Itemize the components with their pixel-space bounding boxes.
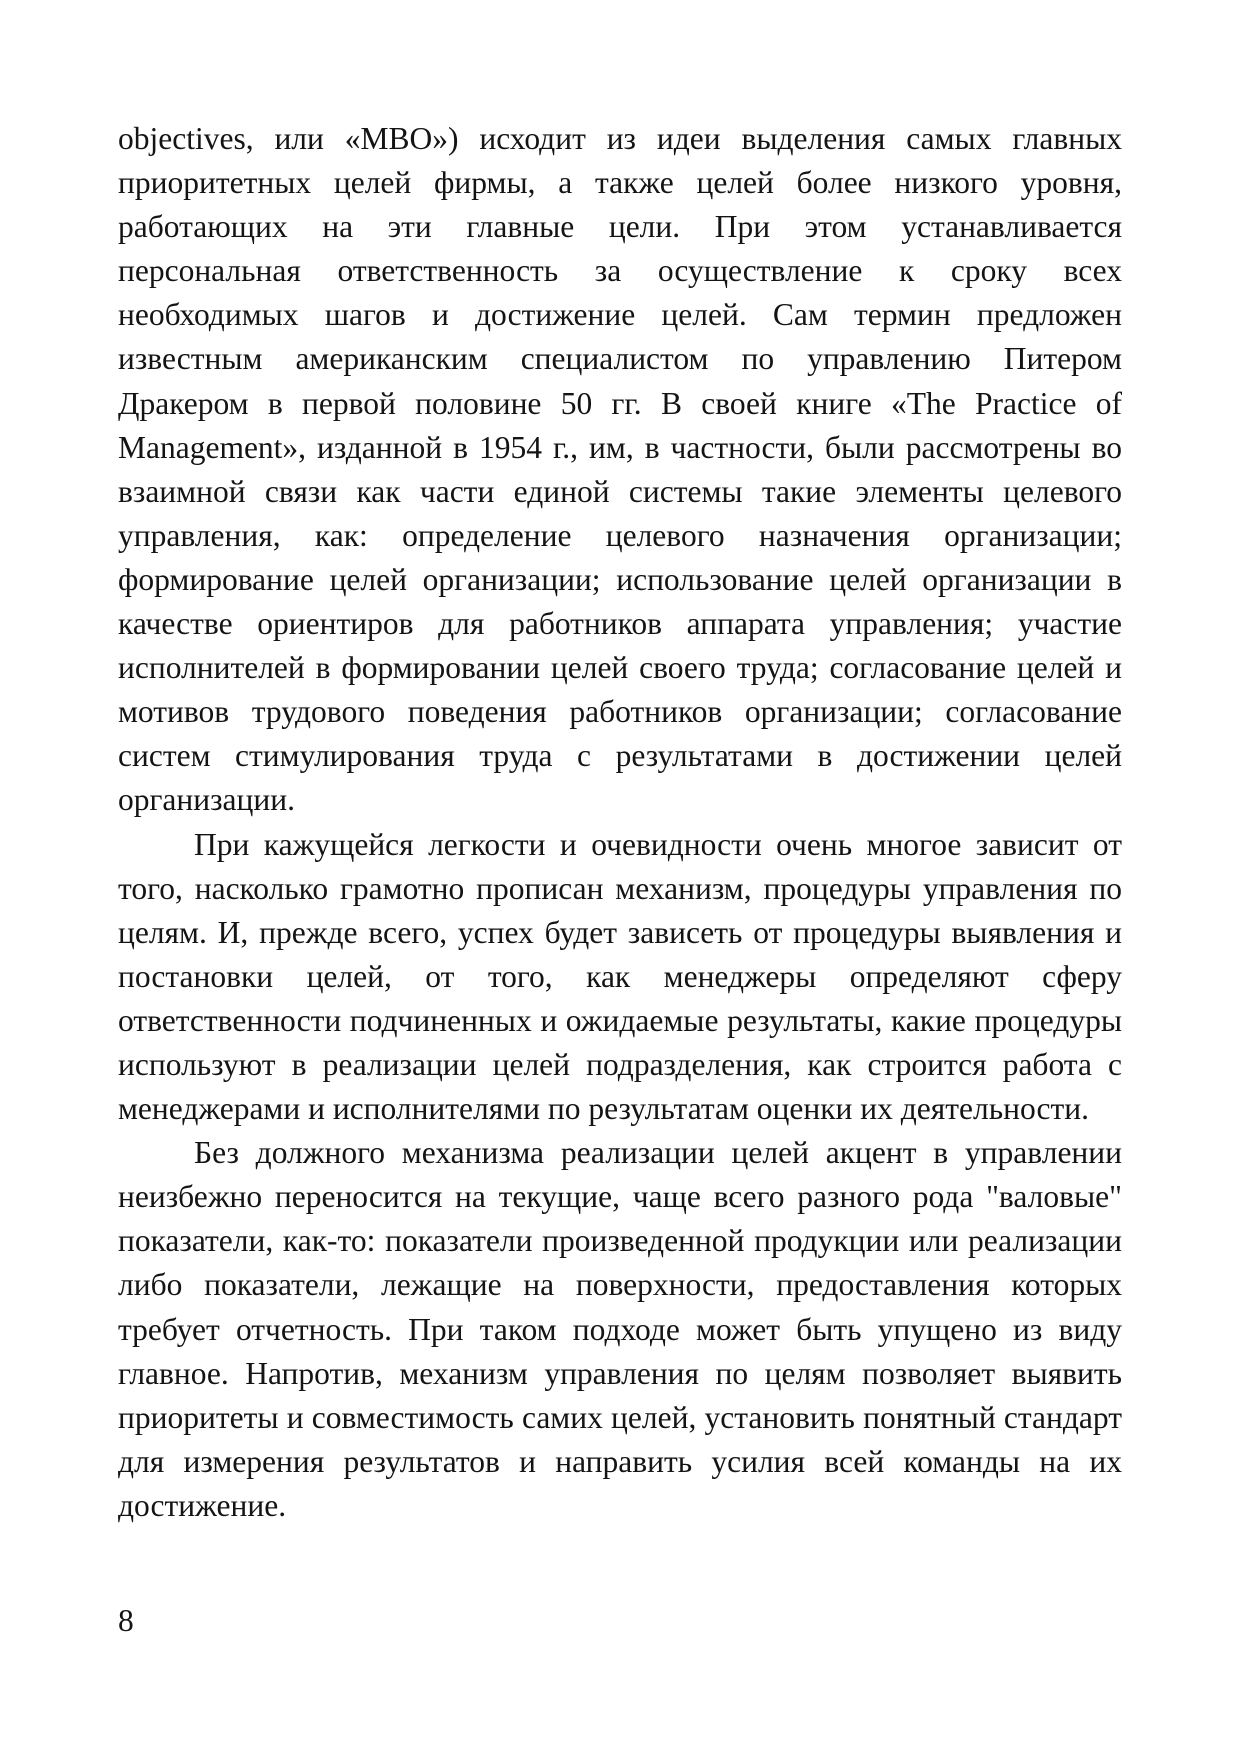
body-text — [118, 117, 1122, 1528]
paragraph-procedures: При кажущейся легкости и очевидности очень многое зависит от того, насколько грамотно прописан механизм, процедуры управления по целям. И, прежде всего, успех будет зависеть от процедуры выявления и постановки целей, от того, как менеджеры определяют сферу ответственности подчиненных и ожидаемые результаты, какие процедуры используют в реализации целей подразделения, как строится работа с менеджерами и исполнителями по результатам оценки их деятельности. — [118, 826, 1122, 1127]
page-number: 8 — [118, 1603, 134, 1638]
paragraph-mechanism: Без должного механизма реализации целей акцент в управлении неизбежно переносится на текущие, чаще всего разного рода "валовые" показатели, как-то: показатели произведенной продукции или реализации либо показатели, лежащие на поверхности, предоставления которых требует отчетность. При таком подходе может быть упущено из виду главное. Напротив, механизм управления по целям позволяет выявить приоритеты и совместимость самих целей, установить понятный стандарт для измерения результатов и направить усилия всей команды на их достижение. — [118, 1135, 1122, 1523]
paragraph-continuation: objectives, или «MBO») исходит из идеи выделения самых главных приоритетных целей фирмы, а также целей более низкого уровня, работающих на эти главные цели. При этом устанавливается персональная ответственность за осуществление к сроку всех необходимых шагов и достижение целей. Сам термин предложен известным американским специалистом по управлению Питером Дракером в первой половине 50 гг. В своей книге «The Practice of Management», изданной в 1954 г., им, в частности, были рассмотрены во взаимной связи как части единой системы такие элементы целевого управления, как: определение целевого назначения организации; формирование целей организации; использование целей организации в качестве ориентиров для работников аппарата управления; участие исполнителей в формировании целей своего труда; согласование целей и мотивов трудового поведения работников организации; согласование систем стимулирования труда с результатами в достижении целей организации. — [118, 121, 1122, 818]
